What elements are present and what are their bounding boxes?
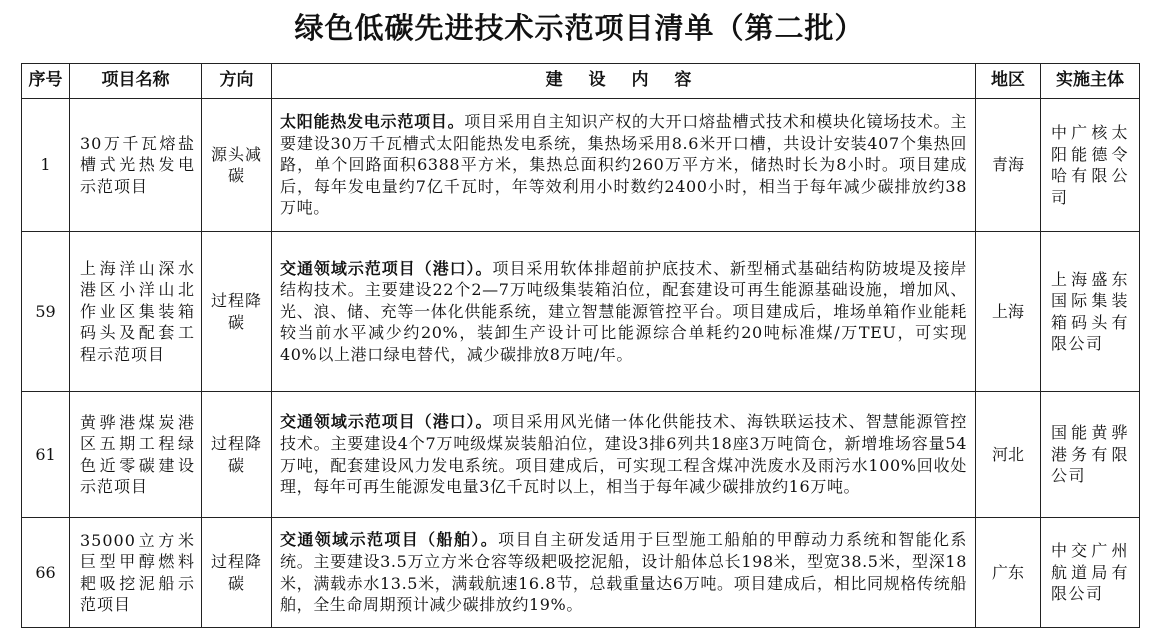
- header-region: 地区: [976, 64, 1041, 99]
- content-title: 太阳能热发电示范项目。: [280, 112, 465, 132]
- row-org: 上海盛东国际集装箱码头有限公司: [1041, 232, 1140, 392]
- row-org: 国能黄骅港务有限公司: [1041, 392, 1140, 518]
- row-no: 61: [22, 392, 70, 518]
- header-direction: 方向: [202, 64, 272, 99]
- row-region: 河北: [976, 392, 1041, 518]
- content-body: 项目采用软体排超前护底技术、新型桶式基础结构防坡堤及接岸结构技术。主要建设22个2—7万吨级集装箱泊位，配套建设可再生能源基础设施，增加风、光、浪、储、充等一体化供能系统，建立智慧能源管控平台。项目建成后，堆场单箱作业能耗较当前水平减少约20%，装卸生产设计可比能源综合单耗约20吨标准煤/万TEU，可实现40%以上港口绿电替代，减少碳排放8万吨/年。: [280, 258, 967, 364]
- row-direction: 过程降碳: [202, 392, 272, 518]
- row-name: 上海洋山深水港区小洋山北作业区集装箱码头及配套工程示范项目: [70, 232, 202, 392]
- row-no: 66: [22, 518, 70, 628]
- row-content: [272, 518, 976, 628]
- header-name: 项目名称: [70, 64, 202, 99]
- row-content: [272, 392, 976, 518]
- row-no: 1: [22, 99, 70, 232]
- row-name: 30万千瓦熔盐槽式光热发电示范项目: [70, 99, 202, 232]
- row-org: 中交广州航道局有限公司: [1041, 518, 1140, 628]
- table-row: [22, 392, 1140, 518]
- row-direction: 过程降碳: [202, 518, 272, 628]
- row-region: 上海: [976, 232, 1041, 392]
- header-content: 建 设 内 容: [272, 64, 976, 99]
- row-name: 黄骅港煤炭港区五期工程绿色近零碳建设示范项目: [70, 392, 202, 518]
- row-org: 中广核太阳能德令哈有限公司: [1041, 99, 1140, 232]
- header-no: 序号: [22, 64, 70, 99]
- content-title: 交通领域示范项目（船舶）。: [280, 530, 499, 550]
- row-content: [272, 232, 976, 392]
- table-row: [22, 232, 1140, 392]
- row-direction: 源头减碳: [202, 99, 272, 232]
- row-no: 59: [22, 232, 70, 392]
- row-region: 青海: [976, 99, 1041, 232]
- content-title: 交通领域示范项目（港口）。: [280, 258, 493, 278]
- row-content: [272, 99, 976, 232]
- content-title: 交通领域示范项目（港口）。: [280, 412, 493, 432]
- project-table: [21, 63, 1140, 628]
- page-title: 绿色低碳先进技术示范项目清单（第二批）: [294, 11, 865, 45]
- table-header-row: [22, 64, 1140, 99]
- row-region: 广东: [976, 518, 1041, 628]
- content-body: 项目采用风光储一体化供能技术、海铁联运技术、智慧能源管控技术。主要建设4个7万吨级煤炭装船泊位，建设3排6列共18座3万吨筒仓，新增堆场容量54万吨，配套建设风力发电系统。项目建成后，可实现工程含煤冲洗废水及雨污水100%回收处理，每年可再生能源发电量3亿千瓦时以上，相当于每年减少碳排放约16万吨。: [280, 412, 967, 497]
- row-name: 35000立方米巨型甲醇燃料耙吸挖泥船示范项目: [70, 518, 202, 628]
- table-row: [22, 99, 1140, 232]
- header-org: 实施主体: [1041, 64, 1140, 99]
- row-direction: 过程降碳: [202, 232, 272, 392]
- content-body: 项目采用自主知识产权的大开口熔盐槽式技术和模块化镜场技术。主要建设30万千瓦槽式太阳能热发电系统，集热场采用8.6米开口槽，共设计安装407个集热回路，单个回路面积6388平方米，集热总面积约260万平方米，储热时长为8小时。项目建成后，每年发电量约7亿千瓦时，年等效利用小时数约2400小时，相当于每年减少碳排放约38万吨。: [280, 112, 967, 218]
- table-row: [22, 518, 1140, 628]
- content-body: 项目自主研发适用于巨型施工船舶的甲醇动力系统和智能化系统。主要建设3.5万立方米仓容等级耙吸挖泥船，设计船体总长198米，型宽38.5米，型深18米，满载赤水13.5米，满载航速16.8节，总载重量达6万吨。项目建成后，相比同规格传统船舶，全生命周期预计减少碳排放约19%。: [280, 530, 967, 615]
